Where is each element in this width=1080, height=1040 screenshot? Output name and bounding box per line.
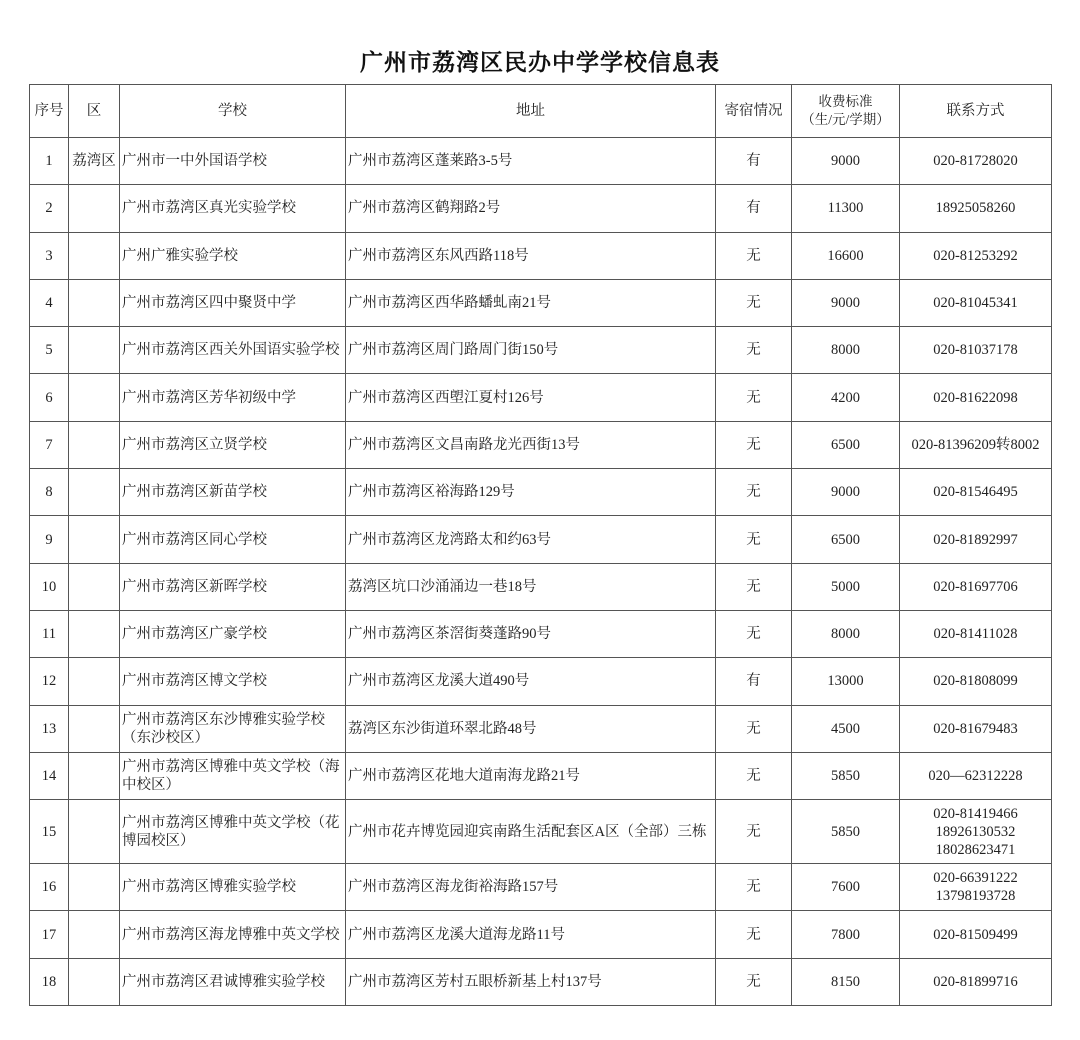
cell-district [69,374,120,421]
cell-district [69,658,120,705]
cell-boarding: 无 [716,374,792,421]
cell-no: 11 [30,610,69,657]
cell-school: 广州市荔湾区新苗学校 [120,469,346,516]
cell-fee: 4500 [792,705,900,752]
table-row [30,864,1052,911]
cell-fee: 6500 [792,421,900,468]
contact-line: 020—62312228 [928,768,1023,784]
cell-no: 17 [30,911,69,958]
cell-address: 广州市荔湾区西塱江夏村126号 [346,374,716,421]
cell-school: 广州市荔湾区同心学校 [120,516,346,563]
cell-address: 广州市荔湾区西华路蟠虬南21号 [346,279,716,326]
cell-address: 荔湾区坑口沙涌涌边一巷18号 [346,563,716,610]
cell-fee: 5850 [792,800,900,864]
contact-line: 18028623471 [935,841,1016,858]
header-address: 地址 [346,85,716,138]
table-row [30,516,1052,563]
contact-line: 020-81546495 [933,484,1018,501]
table-row [30,421,1052,468]
cell-school: 广州市荔湾区君诚博雅实验学校 [120,958,346,1005]
cell-address: 广州市荔湾区龙溪大道海龙路11号 [346,911,716,958]
cell-address: 广州市荔湾区东风西路118号 [346,232,716,279]
cell-fee: 5000 [792,563,900,610]
cell-school: 广州市荔湾区四中聚贤中学 [120,279,346,326]
cell-no: 8 [30,469,69,516]
school-info-table [29,84,1052,1006]
cell-contact [900,752,1052,799]
cell-school: 广州市荔湾区博雅中英文学校（花博园校区） [120,800,346,864]
cell-no: 5 [30,327,69,374]
cell-school: 广州市一中外国语学校 [120,138,346,185]
table-row [30,469,1052,516]
cell-contact [900,658,1052,705]
cell-boarding: 无 [716,469,792,516]
cell-school: 广州市荔湾区真光实验学校 [120,185,346,232]
contact-line: 020-81892997 [933,531,1018,548]
cell-boarding: 无 [716,421,792,468]
cell-contact [900,563,1052,610]
cell-boarding: 无 [716,752,792,799]
cell-district: 荔湾区 [69,138,120,185]
cell-contact [900,800,1052,864]
cell-boarding: 有 [716,185,792,232]
cell-no: 6 [30,374,69,421]
cell-boarding: 无 [716,563,792,610]
header-fee-line1: 收费标准 [818,94,873,109]
header-fee [792,85,900,138]
contact-line: 020-81622098 [933,389,1018,406]
cell-school: 广州市荔湾区博文学校 [120,658,346,705]
cell-address: 广州市荔湾区茶滘街葵蓬路90号 [346,610,716,657]
cell-no: 18 [30,958,69,1005]
cell-fee: 13000 [792,658,900,705]
cell-address: 广州市荔湾区蓬莱路3-5号 [346,138,716,185]
cell-address: 广州市荔湾区周门路周门街150号 [346,327,716,374]
cell-district [69,469,120,516]
header-contact: 联系方式 [900,85,1052,138]
cell-district [69,705,120,752]
cell-no: 4 [30,279,69,326]
table-row [30,563,1052,610]
cell-address: 广州市荔湾区龙溪大道490号 [346,658,716,705]
cell-boarding: 有 [716,138,792,185]
cell-address: 广州市荔湾区海龙街裕海路157号 [346,864,716,911]
table-row [30,610,1052,657]
cell-address: 广州市荔湾区龙湾路太和约63号 [346,516,716,563]
cell-contact [900,327,1052,374]
contact-line: 020-81037178 [933,342,1018,359]
cell-district [69,516,120,563]
cell-school: 广州市荔湾区立贤学校 [120,421,346,468]
contact-line: 13798193728 [935,888,1016,905]
cell-district [69,232,120,279]
cell-no: 15 [30,800,69,864]
header-no: 序号 [30,85,69,138]
cell-fee: 4200 [792,374,900,421]
cell-district [69,752,120,799]
contact-line: 020-81253292 [933,247,1018,264]
header-fee-line2: （生/元/学期） [801,112,890,127]
table-row [30,800,1052,864]
cell-fee: 7600 [792,864,900,911]
cell-school: 广州市荔湾区海龙博雅中英文学校 [120,911,346,958]
cell-boarding: 无 [716,911,792,958]
contact-line: 020-81509499 [933,926,1018,943]
cell-school: 广州市荔湾区新晖学校 [120,563,346,610]
cell-fee: 5850 [792,752,900,799]
cell-boarding: 无 [716,705,792,752]
cell-boarding: 无 [716,232,792,279]
cell-school: 广州广雅实验学校 [120,232,346,279]
cell-address: 广州市荔湾区芳村五眼桥新基上村137号 [346,958,716,1005]
table-row [30,958,1052,1005]
cell-school: 广州市荔湾区东沙博雅实验学校（东沙校区） [120,705,346,752]
cell-fee: 16600 [792,232,900,279]
cell-district [69,911,120,958]
cell-contact [900,911,1052,958]
cell-boarding: 无 [716,327,792,374]
cell-school: 广州市荔湾区西关外国语实验学校 [120,327,346,374]
header-row [30,85,1052,138]
contact-line: 020-66391222 [933,870,1018,887]
cell-contact [900,185,1052,232]
cell-address: 广州市荔湾区花地大道南海龙路21号 [346,752,716,799]
cell-fee: 8000 [792,610,900,657]
contact-line: 18926130532 [935,823,1016,840]
cell-district [69,800,120,864]
cell-no: 9 [30,516,69,563]
cell-no: 3 [30,232,69,279]
cell-boarding: 无 [716,516,792,563]
cell-contact [900,138,1052,185]
cell-district [69,279,120,326]
contact-line: 020-81396209转8002 [911,436,1040,453]
cell-fee: 9000 [792,138,900,185]
cell-contact [900,469,1052,516]
cell-no: 10 [30,563,69,610]
cell-no: 12 [30,658,69,705]
table-row [30,911,1052,958]
cell-fee: 7800 [792,911,900,958]
cell-district [69,421,120,468]
cell-no: 13 [30,705,69,752]
table-row [30,705,1052,752]
cell-contact [900,864,1052,911]
cell-contact [900,705,1052,752]
cell-address: 广州市荔湾区鹤翔路2号 [346,185,716,232]
table-row [30,327,1052,374]
cell-boarding: 无 [716,279,792,326]
cell-no: 7 [30,421,69,468]
cell-school: 广州市荔湾区博雅实验学校 [120,864,346,911]
cell-district [69,610,120,657]
cell-fee: 8000 [792,327,900,374]
table-row [30,658,1052,705]
contact-line: 18925058260 [935,200,1016,217]
header-district: 区 [69,85,120,138]
cell-fee: 6500 [792,516,900,563]
cell-no: 1 [30,138,69,185]
cell-school: 广州市荔湾区博雅中英文学校（海中校区） [120,752,346,799]
contact-line: 020-81679483 [933,720,1018,737]
cell-fee: 9000 [792,469,900,516]
cell-contact [900,516,1052,563]
cell-contact [900,374,1052,421]
table-row [30,232,1052,279]
table-row [30,279,1052,326]
cell-boarding: 无 [716,610,792,657]
table-row [30,138,1052,185]
cell-district [69,327,120,374]
cell-fee: 9000 [792,279,900,326]
contact-line: 020-81899716 [933,973,1018,990]
cell-fee: 8150 [792,958,900,1005]
contact-line: 020-81411028 [933,626,1018,643]
cell-boarding: 无 [716,958,792,1005]
cell-address: 荔湾区东沙街道环翠北路48号 [346,705,716,752]
cell-address: 广州市荔湾区文昌南路龙光西街13号 [346,421,716,468]
header-boarding: 寄宿情况 [716,85,792,138]
contact-line: 020-81808099 [933,673,1018,690]
table-row [30,752,1052,799]
cell-fee: 11300 [792,185,900,232]
contact-line: 020-81728020 [933,153,1018,170]
header-school: 学校 [120,85,346,138]
contact-line: 020-81697706 [933,578,1018,595]
cell-contact [900,421,1052,468]
contact-line: 020-81045341 [933,295,1018,312]
cell-contact [900,610,1052,657]
cell-no: 2 [30,185,69,232]
page-title: 广州市荔湾区民办中学学校信息表 [360,50,720,75]
cell-district [69,563,120,610]
cell-address: 广州市花卉博览园迎宾南路生活配套区A区（全部）三栋 [346,800,716,864]
cell-boarding: 有 [716,658,792,705]
cell-contact [900,279,1052,326]
cell-contact [900,958,1052,1005]
cell-school: 广州市荔湾区广豪学校 [120,610,346,657]
table-row [30,374,1052,421]
cell-address: 广州市荔湾区裕海路129号 [346,469,716,516]
cell-school: 广州市荔湾区芳华初级中学 [120,374,346,421]
cell-district [69,185,120,232]
cell-boarding: 无 [716,800,792,864]
table-row [30,185,1052,232]
cell-district [69,958,120,1005]
cell-contact [900,232,1052,279]
cell-district [69,864,120,911]
cell-boarding: 无 [716,864,792,911]
contact-line: 020-81419466 [933,805,1018,822]
cell-no: 14 [30,752,69,799]
cell-no: 16 [30,864,69,911]
